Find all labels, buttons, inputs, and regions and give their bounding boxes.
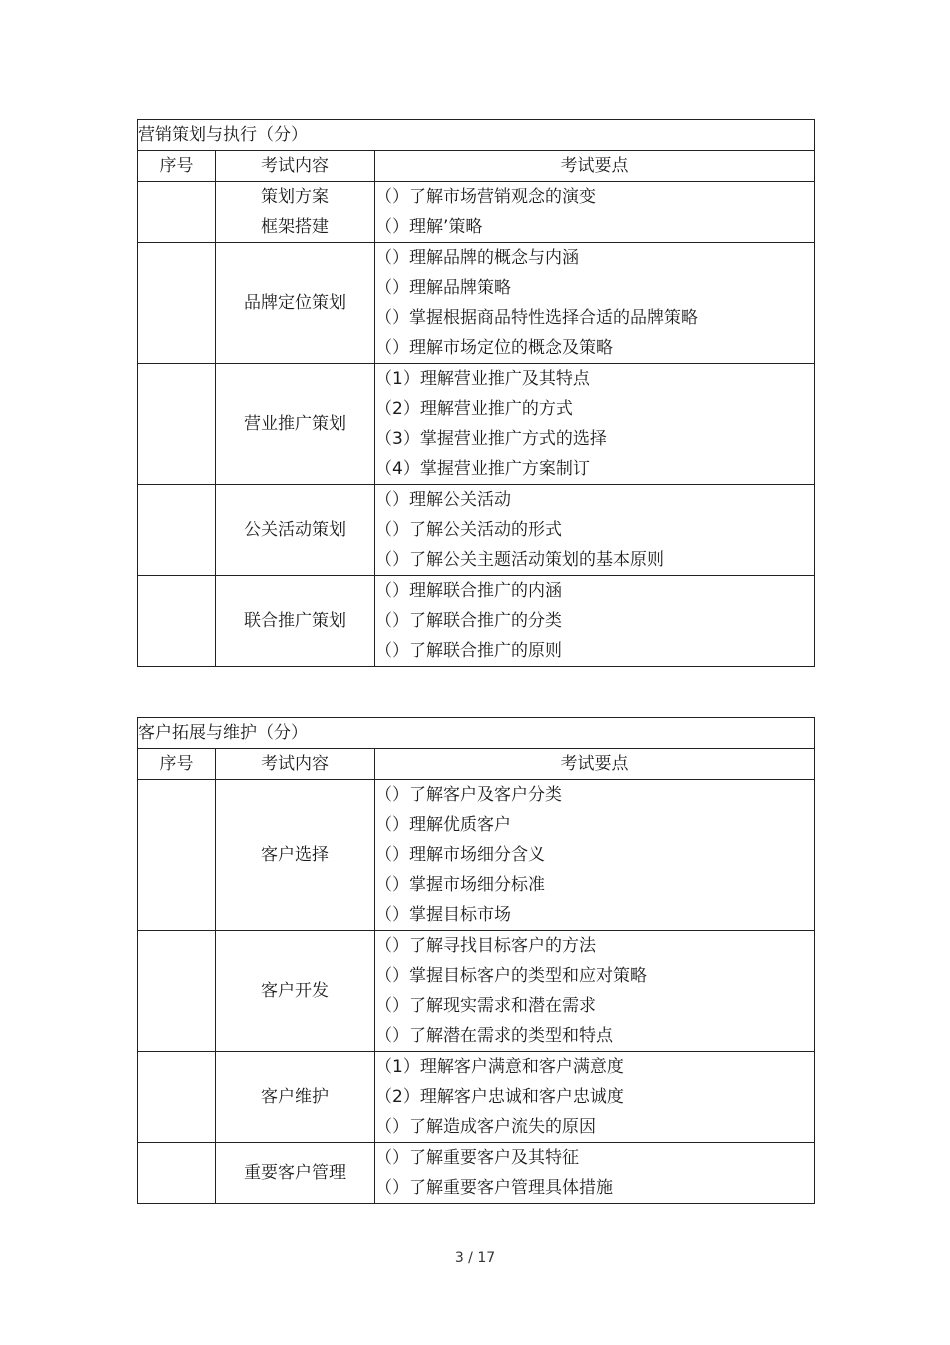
exam-point-item: （2）理解营业推广的方式 (375, 399, 573, 419)
row-index-cell (138, 364, 216, 485)
exam-content-line: 品牌定位策划 (244, 293, 346, 313)
exam-content-line: 重要客户管理 (244, 1163, 346, 1183)
exam-content-line: 营业推广策划 (244, 414, 346, 434)
exam-points-cell (375, 485, 815, 576)
page-number: 3 / 17 (454, 1250, 496, 1266)
exam-point-item: （）掌握目标市场 (375, 905, 511, 925)
exam-point-item: （）理解优质客户 (375, 815, 511, 835)
table-row (138, 780, 815, 931)
header-points: 考试要点 (375, 151, 815, 182)
exam-point-item: （）掌握根据商品特性选择合适的品牌策略 (375, 308, 698, 328)
table-row (138, 1143, 815, 1204)
exam-point-item: （）了解重要客户管理具体措施 (375, 1178, 613, 1198)
header-content: 考试内容 (216, 749, 375, 780)
exam-content-cell (216, 1143, 375, 1204)
exam-content-cell (216, 243, 375, 364)
exam-point-item: （）理解’策略 (375, 217, 483, 237)
row-index-cell (138, 485, 216, 576)
exam-content-line: 联合推广策划 (244, 611, 346, 631)
exam-point-item: （）理解市场定位的概念及策略 (375, 338, 613, 358)
section-title: 营销策划与执行（分） (138, 120, 815, 151)
table-row (138, 364, 815, 485)
table-row (138, 243, 815, 364)
exam-content-cell (216, 780, 375, 931)
exam-points-cell (375, 780, 815, 931)
exam-point-item: （）了解公关活动的形式 (375, 520, 562, 540)
exam-point-item: （）理解公关活动 (375, 490, 511, 510)
exam-content-cell (216, 182, 375, 243)
exam-point-item: （1）理解营业推广及其特点 (375, 369, 590, 389)
header-index: 序号 (138, 151, 216, 182)
marketing-planning-table (137, 119, 815, 667)
row-index-cell (138, 182, 216, 243)
exam-point-item: （）掌握市场细分标准 (375, 875, 545, 895)
row-index-cell (138, 243, 216, 364)
section-title: 客户拓展与维护（分） (138, 718, 815, 749)
customer-expansion-table (137, 717, 815, 1204)
exam-points-cell (375, 1052, 815, 1143)
exam-point-item: （）了解潜在需求的类型和特点 (375, 1026, 613, 1046)
exam-point-item: （）理解品牌的概念与内涵 (375, 248, 579, 268)
table-row (138, 1052, 815, 1143)
exam-point-item: （）了解联合推广的原则 (375, 641, 562, 661)
exam-point-item: （）掌握目标客户的类型和应对策略 (375, 966, 647, 986)
exam-point-item: （）了解造成客户流失的原因 (375, 1117, 596, 1137)
table-row (138, 182, 815, 243)
table-row (138, 931, 815, 1052)
exam-point-item: （）理解品牌策略 (375, 278, 511, 298)
table-row (138, 485, 815, 576)
exam-content-line: 客户维护 (261, 1087, 329, 1107)
exam-content-line: 公关活动策划 (244, 520, 346, 540)
exam-points-cell (375, 931, 815, 1052)
header-points: 考试要点 (375, 749, 815, 780)
exam-point-item: （4）掌握营业推广方案制订 (375, 459, 590, 479)
exam-point-item: （2）理解客户忠诚和客户忠诚度 (375, 1087, 624, 1107)
exam-points-cell (375, 576, 815, 667)
exam-points-cell (375, 243, 815, 364)
exam-point-item: （）了解客户及客户分类 (375, 785, 562, 805)
exam-points-cell (375, 364, 815, 485)
table-row (138, 576, 815, 667)
exam-point-item: （）了解重要客户及其特征 (375, 1148, 579, 1168)
row-index-cell (138, 1143, 216, 1204)
exam-content-cell (216, 485, 375, 576)
exam-content-line: 策划方案 (261, 187, 329, 207)
row-index-cell (138, 931, 216, 1052)
exam-points-cell (375, 182, 815, 243)
exam-point-item: （）理解联合推广的内涵 (375, 581, 562, 601)
exam-point-item: （）了解寻找目标客户的方法 (375, 936, 596, 956)
row-index-cell (138, 780, 216, 931)
row-index-cell (138, 576, 216, 667)
exam-content-cell (216, 576, 375, 667)
exam-content-line: 框架搭建 (261, 217, 329, 237)
exam-content-line: 客户选择 (261, 845, 329, 865)
exam-point-item: （）了解现实需求和潜在需求 (375, 996, 596, 1016)
exam-point-item: （）了解市场营销观念的演变 (375, 187, 596, 207)
exam-point-item: （3）掌握营业推广方式的选择 (375, 429, 607, 449)
header-content: 考试内容 (216, 151, 375, 182)
exam-point-item: （1）理解客户满意和客户满意度 (375, 1057, 624, 1077)
exam-point-item: （）理解市场细分含义 (375, 845, 545, 865)
exam-content-cell (216, 931, 375, 1052)
row-index-cell (138, 1052, 216, 1143)
exam-point-item: （）了解公关主题活动策划的基本原则 (375, 550, 664, 570)
exam-content-line: 客户开发 (261, 981, 329, 1001)
exam-points-cell (375, 1143, 815, 1204)
exam-content-cell (216, 1052, 375, 1143)
header-index: 序号 (138, 749, 216, 780)
exam-point-item: （）了解联合推广的分类 (375, 611, 562, 631)
exam-content-cell (216, 364, 375, 485)
